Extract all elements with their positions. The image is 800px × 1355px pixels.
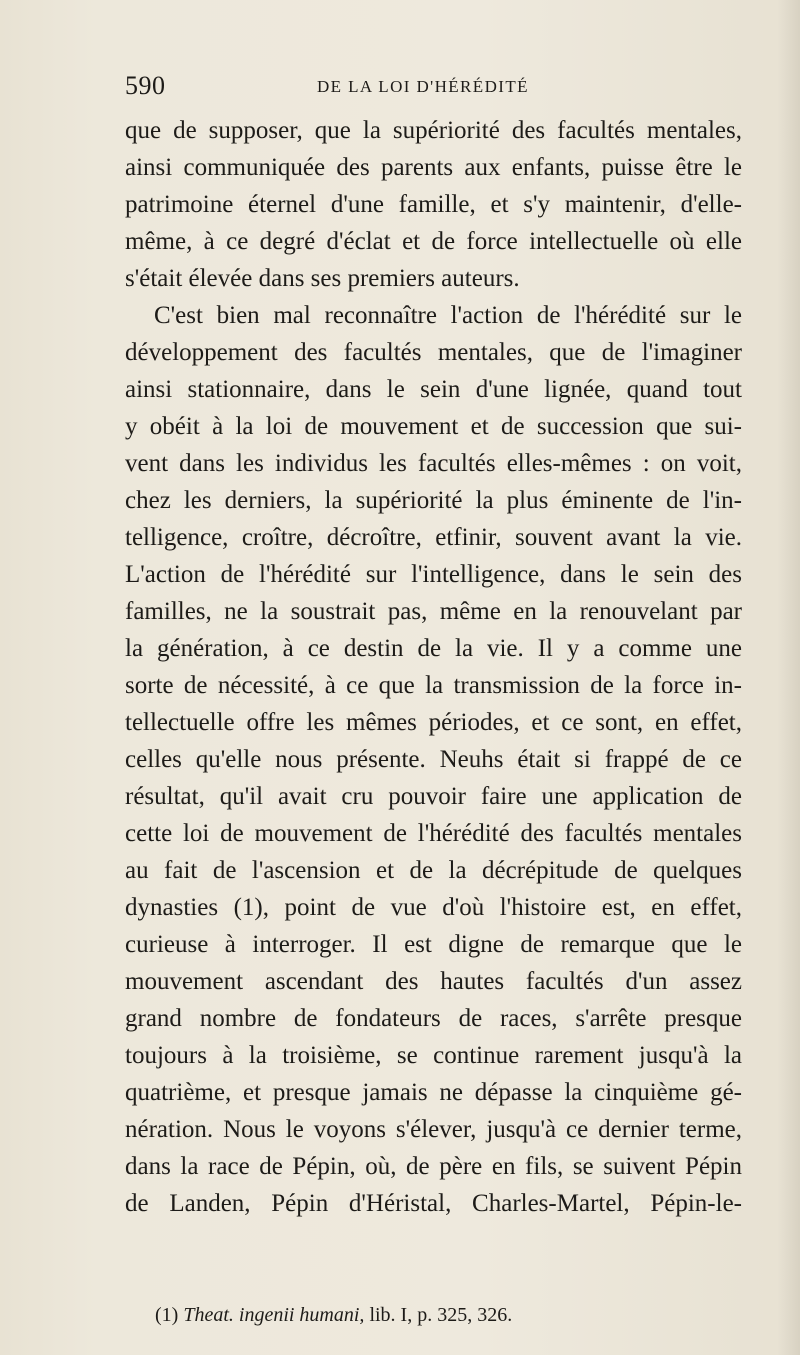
text-line: patrimoine éternel d'une famille, et s'y maintenir, d'elle-: [125, 191, 742, 218]
text-line: L'action de l'hérédité sur l'intelligence, dans le sein des: [125, 561, 742, 588]
text-line: même, à ce degré d'éclat et de force intellectuelle où elle: [125, 228, 742, 255]
text-line: vent dans les individus les facultés elles-mêmes : on voit,: [125, 450, 742, 477]
text-line: cette loi de mouvement de l'hérédité des facultés mentales: [125, 820, 742, 847]
text-line: grand nombre de fondateurs de races, s'arrête presque: [125, 1005, 742, 1032]
text-line: C'est bien mal reconnaître l'action de l'hérédité sur le: [154, 302, 742, 329]
text-line: y obéit à la loi de mouvement et de succession que sui-: [125, 413, 742, 440]
text-line: dynasties (1), point de vue d'où l'histoire est, en effet,: [125, 894, 742, 921]
text-line: celles qu'elle nous présente. Neuhs était si frappé de ce: [125, 746, 742, 773]
text-line: telligence, croître, décroître, etfinir, souvent avant la vie.: [125, 524, 742, 551]
body-text: [125, 112, 742, 1222]
text-line: curieuse à interroger. Il est digne de remarque que le: [125, 931, 742, 958]
footnote-reference: lib. I, p. 325, 326.: [369, 1304, 513, 1326]
text-line: au fait de l'ascension et de la décrépitude de quelques: [125, 857, 742, 884]
text-line: la génération, à ce destin de la vie. Il y a comme une: [125, 635, 742, 662]
text-line: que de supposer, que la supériorité des facultés mentales,: [125, 117, 742, 144]
page-edge-shadow: [778, 0, 800, 1355]
footnote-title: Theat. ingenii humani,: [183, 1304, 365, 1326]
text-line: dans la race de Pépin, où, de père en fils, se suivent Pépin: [125, 1153, 742, 1180]
page-header: [125, 68, 745, 104]
text-line: quatrième, et presque jamais ne dépasse la cinquième gé-: [125, 1079, 742, 1106]
running-head: DE LA LOI D'HÉRÉDITÉ: [317, 77, 529, 96]
text-line: sorte de nécessité, à ce que la transmission de la force in-: [125, 672, 742, 699]
text-line: de Landen, Pépin d'Héristal, Charles-Martel, Pépin-le-: [125, 1190, 742, 1217]
text-line: chez les derniers, la supériorité la plus éminente de l'in-: [125, 487, 742, 514]
text-line: développement des facultés mentales, que de l'imaginer: [125, 339, 742, 366]
footnote: [155, 1300, 755, 1330]
page-number: 590: [125, 71, 166, 100]
text-line: tellectuelle offre les mêmes périodes, et ce sont, en effet,: [125, 709, 742, 736]
text-line: mouvement ascendant des hautes facultés d'un assez: [125, 968, 742, 995]
text-line: résultat, qu'il avait cru pouvoir faire une application de: [125, 783, 742, 810]
text-line: toujours à la troisième, se continue rarement jusqu'à la: [125, 1042, 742, 1069]
footnote-marker: (1): [155, 1304, 179, 1326]
text-line: familles, ne la soustrait pas, même en la renouvelant par: [125, 598, 742, 625]
text-line: ainsi communiquée des parents aux enfants, puisse être le: [125, 154, 742, 181]
text-line: ainsi stationnaire, dans le sein d'une lignée, quand tout: [125, 376, 742, 403]
text-line: nération. Nous le voyons s'élever, jusqu'à ce dernier terme,: [125, 1116, 742, 1143]
text-line: s'était élevée dans ses premiers auteurs.: [125, 265, 520, 292]
